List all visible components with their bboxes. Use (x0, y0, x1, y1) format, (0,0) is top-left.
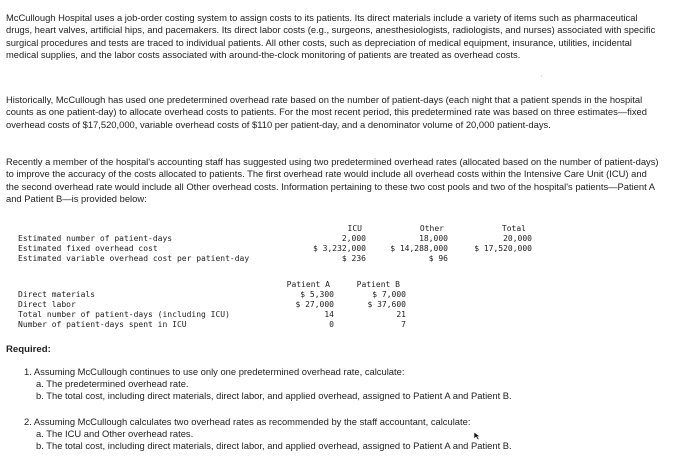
patient-a-total-days: 14 (324, 310, 334, 319)
header-other: Other (419, 224, 444, 233)
header-total: Total (501, 224, 526, 233)
icu-patient-days: 2,000 (341, 234, 366, 243)
patient-b-total-days: 21 (396, 310, 406, 319)
row-label-patient-days: Estimated number of patient-days (18, 234, 173, 243)
question-1: 1. Assuming McCullough continues to use only one predetermined overhead rate, calculate: (24, 366, 405, 377)
patient-b-direct-labor: $ 37,600 (367, 300, 406, 309)
row-label-fixed-overhead: Estimated fixed overhead cost (18, 244, 158, 253)
patient-a-icu-days: 0 (329, 320, 334, 329)
icu-variable-overhead: $ 236 (341, 254, 366, 263)
patient-b-direct-materials: $ 7,000 (372, 290, 406, 299)
row-label-variable-overhead: Estimated variable overhead cost per patient-day (18, 254, 250, 263)
question-2b: b. The total cost, including direct materials, direct labor, and applied overhead, assigned to Patient A and Patient B. (36, 440, 512, 451)
intro-paragraph-1: McCullough Hospital uses a job-order costing system to assign costs to its patients. Its direct materials include a variety of items such as pharmaceutical drugs, heart valves, artificial hips, and pacemakers. Its direct labor costs (e.g., surgeons, anesthesiologists, radiologists, and nurses) associated with specific surgical procedures and tests are traced to individual patients. All other costs, such as depreciation of medical equipment, insurance, utilities, incidental medical supplies, and the labor costs associated with around-the-clock monitoring of patients are treated as overhead costs. (6, 12, 656, 61)
intro-paragraph-3: Recently a member of the hospital's accounting staff has suggested using two predetermined overhead rates (allocated based on the number of patient-days) to improve the accuracy of the costs allocated to patients. The first overhead rate would include all overhead costs within the Intensive Care Unit (ICU) and the second overhead rate would include all Other overhead costs. Information pertaining to these two cost pools and two of the hospital's patients—Patient A and Patient B—is provided below: (6, 156, 659, 205)
question-1a: a. The predetermined overhead rate. (36, 378, 189, 389)
question-1b: b. The total cost, including direct materials, direct labor, and applied overhead, assigned to Patient A and Patient B. (36, 390, 512, 401)
total-fixed-overhead: $ 17,520,000 (474, 244, 532, 253)
pointer-mark-icon: ˊ (540, 76, 543, 83)
row-label-direct-materials: Direct materials (18, 290, 96, 299)
other-patient-days: 18,000 (419, 234, 448, 243)
other-variable-overhead: $ 96 (428, 254, 448, 263)
total-patient-days: 20,000 (503, 234, 532, 243)
patient-a-direct-labor: $ 27,000 (295, 300, 334, 309)
header-patient-b: Patient B (356, 280, 400, 289)
header-icu: ICU (347, 224, 362, 233)
other-fixed-overhead: $ 14,288,000 (390, 244, 448, 253)
intro-paragraph-2: Historically, McCullough has used one predetermined overhead rate based on the number of patient-days (each night that a patient spends in the hospital counts as one patient-day) to allocate overhead costs to patients. For the most recent period, this predetermined rate was based on three estimates—fixed overhead costs of $17,520,000, variable overhead costs of $110 per patient-day, and a denominator volume of 20,000 patient-days. (6, 94, 647, 130)
row-label-total-patient-days: Total number of patient-days (including ICU) (18, 310, 230, 319)
row-label-icu-days: Number of patient-days spent in ICU (18, 320, 187, 329)
icu-fixed-overhead: $ 3,232,000 (313, 244, 366, 253)
patient-a-direct-materials: $ 5,300 (300, 290, 334, 299)
row-label-direct-labor: Direct labor (18, 300, 76, 309)
mouse-cursor-icon (473, 431, 483, 441)
header-patient-a: Patient A (286, 280, 330, 289)
required-heading: Required: (6, 344, 51, 355)
patient-b-icu-days: 7 (401, 320, 406, 329)
question-2: 2. Assuming McCullough calculates two overhead rates as recommended by the staff accountant, calculate: (24, 416, 471, 427)
question-2a: a. The ICU and Other overhead rates. (36, 428, 194, 439)
